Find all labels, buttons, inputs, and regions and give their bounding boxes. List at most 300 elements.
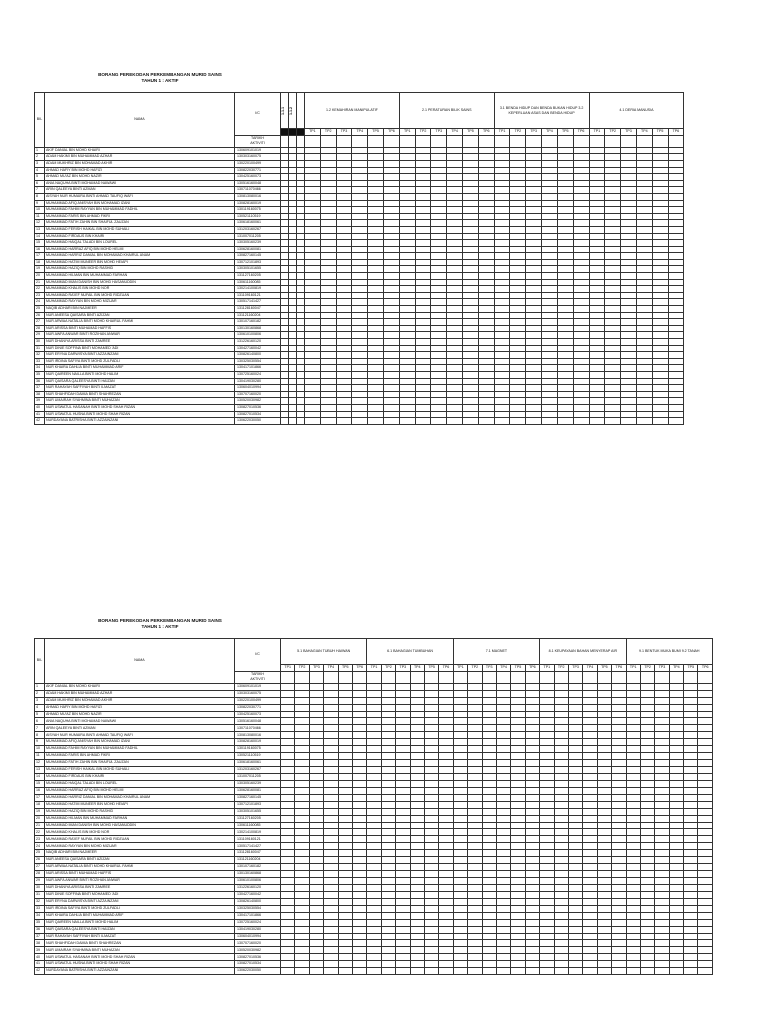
score-cell[interactable] [655,753,669,760]
score-cell[interactable] [336,233,352,240]
score-cell[interactable] [526,365,542,372]
score-cell[interactable] [447,167,463,174]
score-cell[interactable] [626,725,640,732]
score-cell[interactable] [478,306,494,313]
score-cell[interactable] [297,391,305,398]
score-cell[interactable] [352,912,366,919]
score-cell[interactable] [605,319,621,326]
score-cell[interactable] [309,857,323,864]
score-cell[interactable] [410,961,424,968]
score-cell[interactable] [399,174,415,181]
score-cell[interactable] [281,787,295,794]
score-cell[interactable] [652,187,668,194]
score-cell[interactable] [669,919,683,926]
score-cell[interactable] [605,418,621,425]
score-cell[interactable] [668,187,684,194]
score-cell[interactable] [324,947,338,954]
score-cell[interactable] [368,352,384,359]
score-cell[interactable] [669,912,683,919]
score-cell[interactable] [367,878,381,885]
score-cell[interactable] [447,187,463,194]
score-cell[interactable] [281,411,289,418]
score-cell[interactable] [540,773,554,780]
score-cell[interactable] [424,884,438,891]
score-cell[interactable] [655,933,669,940]
score-cell[interactable] [468,829,482,836]
score-cell[interactable] [669,857,683,864]
score-cell[interactable] [295,746,309,753]
score-cell[interactable] [295,933,309,940]
score-cell[interactable] [589,404,605,411]
score-cell[interactable] [652,147,668,154]
score-cell[interactable] [668,319,684,326]
score-cell[interactable] [281,933,295,940]
score-cell[interactable] [424,836,438,843]
score-cell[interactable] [684,905,698,912]
score-cell[interactable] [367,905,381,912]
score-cell[interactable] [396,884,410,891]
score-cell[interactable] [396,746,410,753]
score-cell[interactable] [605,299,621,306]
score-cell[interactable] [482,898,496,905]
score-cell[interactable] [583,933,597,940]
score-cell[interactable] [583,878,597,885]
score-cell[interactable] [396,850,410,857]
score-cell[interactable] [453,801,467,808]
score-cell[interactable] [410,794,424,801]
score-cell[interactable] [573,286,589,293]
score-cell[interactable] [597,961,611,968]
date-cell[interactable] [589,135,605,147]
date-cell[interactable] [289,135,297,147]
score-cell[interactable] [669,760,683,767]
score-cell[interactable] [626,891,640,898]
score-cell[interactable] [626,822,640,829]
score-cell[interactable] [511,954,525,961]
score-cell[interactable] [684,697,698,704]
score-cell[interactable] [320,411,336,418]
score-cell[interactable] [669,954,683,961]
score-cell[interactable] [289,226,297,233]
score-cell[interactable] [383,411,399,418]
score-cell[interactable] [626,780,640,787]
score-cell[interactable] [431,266,447,273]
score-cell[interactable] [320,180,336,187]
score-cell[interactable] [324,725,338,732]
score-cell[interactable] [447,273,463,280]
score-cell[interactable] [482,704,496,711]
score-cell[interactable] [698,753,712,760]
score-cell[interactable] [295,753,309,760]
score-cell[interactable] [583,704,597,711]
score-cell[interactable] [557,259,573,266]
score-cell[interactable] [621,279,637,286]
score-cell[interactable] [281,312,289,319]
score-cell[interactable] [295,773,309,780]
score-cell[interactable] [621,371,637,378]
score-cell[interactable] [554,690,568,697]
score-cell[interactable] [336,193,352,200]
score-cell[interactable] [410,878,424,885]
score-cell[interactable] [605,345,621,352]
score-cell[interactable] [424,801,438,808]
score-cell[interactable] [496,725,510,732]
score-cell[interactable] [684,968,698,975]
score-cell[interactable] [597,746,611,753]
score-cell[interactable] [540,815,554,822]
score-cell[interactable] [396,725,410,732]
score-cell[interactable] [626,787,640,794]
score-cell[interactable] [289,286,297,293]
score-cell[interactable] [295,711,309,718]
score-cell[interactable] [368,273,384,280]
score-cell[interactable] [463,378,479,385]
score-cell[interactable] [583,739,597,746]
score-cell[interactable] [338,725,352,732]
score-cell[interactable] [698,815,712,822]
score-cell[interactable] [542,174,558,181]
score-cell[interactable] [605,339,621,346]
score-cell[interactable] [381,773,395,780]
score-cell[interactable] [636,240,652,247]
score-cell[interactable] [525,857,539,864]
score-cell[interactable] [652,371,668,378]
score-cell[interactable] [383,325,399,332]
score-cell[interactable] [453,767,467,774]
score-cell[interactable] [383,233,399,240]
date-cell[interactable] [324,671,338,683]
score-cell[interactable] [640,871,654,878]
score-cell[interactable] [424,690,438,697]
score-cell[interactable] [289,253,297,260]
score-cell[interactable] [399,246,415,253]
score-cell[interactable] [410,829,424,836]
score-cell[interactable] [368,220,384,227]
score-cell[interactable] [468,794,482,801]
score-cell[interactable] [297,167,305,174]
score-cell[interactable] [684,843,698,850]
score-cell[interactable] [568,760,582,767]
score-cell[interactable] [399,253,415,260]
score-cell[interactable] [396,732,410,739]
score-cell[interactable] [494,193,510,200]
score-cell[interactable] [439,732,453,739]
score-cell[interactable] [367,683,381,690]
score-cell[interactable] [612,919,626,926]
score-cell[interactable] [281,878,295,885]
score-cell[interactable] [410,933,424,940]
score-cell[interactable] [468,940,482,947]
score-cell[interactable] [295,780,309,787]
score-cell[interactable] [352,404,368,411]
score-cell[interactable] [612,739,626,746]
score-cell[interactable] [511,857,525,864]
score-cell[interactable] [439,829,453,836]
score-cell[interactable] [383,273,399,280]
score-cell[interactable] [640,857,654,864]
score-cell[interactable] [510,358,526,365]
score-cell[interactable] [510,233,526,240]
date-cell[interactable] [540,671,554,683]
score-cell[interactable] [652,193,668,200]
score-cell[interactable] [352,174,368,181]
score-cell[interactable] [305,180,321,187]
score-cell[interactable] [338,767,352,774]
score-cell[interactable] [281,746,295,753]
score-cell[interactable] [636,279,652,286]
score-cell[interactable] [381,690,395,697]
score-cell[interactable] [338,746,352,753]
score-cell[interactable] [494,378,510,385]
score-cell[interactable] [289,391,297,398]
score-cell[interactable] [431,306,447,313]
score-cell[interactable] [636,286,652,293]
score-cell[interactable] [684,711,698,718]
score-cell[interactable] [640,933,654,940]
score-cell[interactable] [447,312,463,319]
score-cell[interactable] [439,871,453,878]
score-cell[interactable] [297,365,305,372]
score-cell[interactable] [636,358,652,365]
score-cell[interactable] [573,418,589,425]
score-cell[interactable] [383,358,399,365]
score-cell[interactable] [612,891,626,898]
score-cell[interactable] [605,378,621,385]
score-cell[interactable] [468,732,482,739]
score-cell[interactable] [289,385,297,392]
score-cell[interactable] [352,850,366,857]
score-cell[interactable] [468,926,482,933]
score-cell[interactable] [668,147,684,154]
score-cell[interactable] [640,947,654,954]
score-cell[interactable] [338,933,352,940]
score-cell[interactable] [583,947,597,954]
score-cell[interactable] [367,746,381,753]
score-cell[interactable] [439,961,453,968]
score-cell[interactable] [352,213,368,220]
score-cell[interactable] [320,352,336,359]
score-cell[interactable] [295,940,309,947]
score-cell[interactable] [557,371,573,378]
date-cell[interactable] [525,671,539,683]
score-cell[interactable] [626,767,640,774]
score-cell[interactable] [496,898,510,905]
score-cell[interactable] [496,968,510,975]
score-cell[interactable] [668,378,684,385]
score-cell[interactable] [482,933,496,940]
score-cell[interactable] [424,767,438,774]
score-cell[interactable] [447,306,463,313]
score-cell[interactable] [309,760,323,767]
score-cell[interactable] [511,787,525,794]
score-cell[interactable] [367,787,381,794]
score-cell[interactable] [447,226,463,233]
score-cell[interactable] [526,240,542,247]
score-cell[interactable] [396,968,410,975]
score-cell[interactable] [320,332,336,339]
score-cell[interactable] [589,391,605,398]
score-cell[interactable] [652,207,668,214]
score-cell[interactable] [525,725,539,732]
score-cell[interactable] [399,279,415,286]
score-cell[interactable] [525,933,539,940]
score-cell[interactable] [381,801,395,808]
score-cell[interactable] [626,843,640,850]
score-cell[interactable] [494,253,510,260]
score-cell[interactable] [597,850,611,857]
score-cell[interactable] [511,690,525,697]
score-cell[interactable] [367,898,381,905]
score-cell[interactable] [352,286,368,293]
score-cell[interactable] [478,325,494,332]
score-cell[interactable] [410,884,424,891]
score-cell[interactable] [621,418,637,425]
score-cell[interactable] [655,773,669,780]
score-cell[interactable] [352,725,366,732]
score-cell[interactable] [583,746,597,753]
score-cell[interactable] [494,352,510,359]
score-cell[interactable] [583,968,597,975]
score-cell[interactable] [367,884,381,891]
score-cell[interactable] [324,760,338,767]
score-cell[interactable] [510,187,526,194]
score-cell[interactable] [496,732,510,739]
score-cell[interactable] [324,704,338,711]
score-cell[interactable] [431,378,447,385]
score-cell[interactable] [431,299,447,306]
score-cell[interactable] [605,147,621,154]
score-cell[interactable] [352,312,368,319]
score-cell[interactable] [281,187,289,194]
score-cell[interactable] [482,773,496,780]
score-cell[interactable] [396,773,410,780]
score-cell[interactable] [297,246,305,253]
score-cell[interactable] [496,746,510,753]
score-cell[interactable] [324,940,338,947]
score-cell[interactable] [684,739,698,746]
score-cell[interactable] [399,266,415,273]
score-cell[interactable] [295,912,309,919]
score-cell[interactable] [431,213,447,220]
score-cell[interactable] [605,306,621,313]
score-cell[interactable] [415,292,431,299]
score-cell[interactable] [415,312,431,319]
score-cell[interactable] [684,760,698,767]
score-cell[interactable] [447,385,463,392]
score-cell[interactable] [482,919,496,926]
score-cell[interactable] [698,767,712,774]
score-cell[interactable] [526,200,542,207]
score-cell[interactable] [583,773,597,780]
score-cell[interactable] [324,891,338,898]
score-cell[interactable] [415,266,431,273]
score-cell[interactable] [496,940,510,947]
score-cell[interactable] [383,371,399,378]
score-cell[interactable] [626,815,640,822]
score-cell[interactable] [431,418,447,425]
score-cell[interactable] [525,898,539,905]
score-cell[interactable] [525,836,539,843]
score-cell[interactable] [554,864,568,871]
score-cell[interactable] [281,286,289,293]
score-cell[interactable] [621,193,637,200]
score-cell[interactable] [554,808,568,815]
score-cell[interactable] [698,746,712,753]
score-cell[interactable] [396,760,410,767]
score-cell[interactable] [468,739,482,746]
score-cell[interactable] [338,871,352,878]
score-cell[interactable] [281,279,289,286]
score-cell[interactable] [511,760,525,767]
score-cell[interactable] [463,411,479,418]
score-cell[interactable] [305,332,321,339]
score-cell[interactable] [573,193,589,200]
score-cell[interactable] [589,167,605,174]
score-cell[interactable] [669,926,683,933]
score-cell[interactable] [568,794,582,801]
score-cell[interactable] [447,404,463,411]
score-cell[interactable] [478,312,494,319]
date-cell[interactable] [583,671,597,683]
score-cell[interactable] [295,898,309,905]
score-cell[interactable] [324,871,338,878]
score-cell[interactable] [338,961,352,968]
score-cell[interactable] [324,711,338,718]
score-cell[interactable] [297,319,305,326]
score-cell[interactable] [336,259,352,266]
score-cell[interactable] [494,332,510,339]
score-cell[interactable] [540,933,554,940]
score-cell[interactable] [281,891,295,898]
score-cell[interactable] [597,780,611,787]
score-cell[interactable] [297,279,305,286]
score-cell[interactable] [655,794,669,801]
score-cell[interactable] [597,739,611,746]
score-cell[interactable] [573,332,589,339]
score-cell[interactable] [381,898,395,905]
score-cell[interactable] [636,398,652,405]
score-cell[interactable] [424,919,438,926]
score-cell[interactable] [309,968,323,975]
score-cell[interactable] [297,160,305,167]
score-cell[interactable] [305,266,321,273]
score-cell[interactable] [289,306,297,313]
score-cell[interactable] [295,878,309,885]
score-cell[interactable] [424,815,438,822]
score-cell[interactable] [439,954,453,961]
score-cell[interactable] [525,732,539,739]
score-cell[interactable] [496,773,510,780]
score-cell[interactable] [431,385,447,392]
score-cell[interactable] [511,864,525,871]
score-cell[interactable] [324,808,338,815]
score-cell[interactable] [640,850,654,857]
score-cell[interactable] [352,240,368,247]
score-cell[interactable] [367,926,381,933]
score-cell[interactable] [669,801,683,808]
score-cell[interactable] [352,339,368,346]
score-cell[interactable] [383,332,399,339]
score-cell[interactable] [597,732,611,739]
score-cell[interactable] [669,884,683,891]
score-cell[interactable] [305,259,321,266]
score-cell[interactable] [410,718,424,725]
score-cell[interactable] [410,940,424,947]
score-cell[interactable] [612,940,626,947]
score-cell[interactable] [447,332,463,339]
date-cell[interactable] [281,135,289,147]
score-cell[interactable] [305,220,321,227]
